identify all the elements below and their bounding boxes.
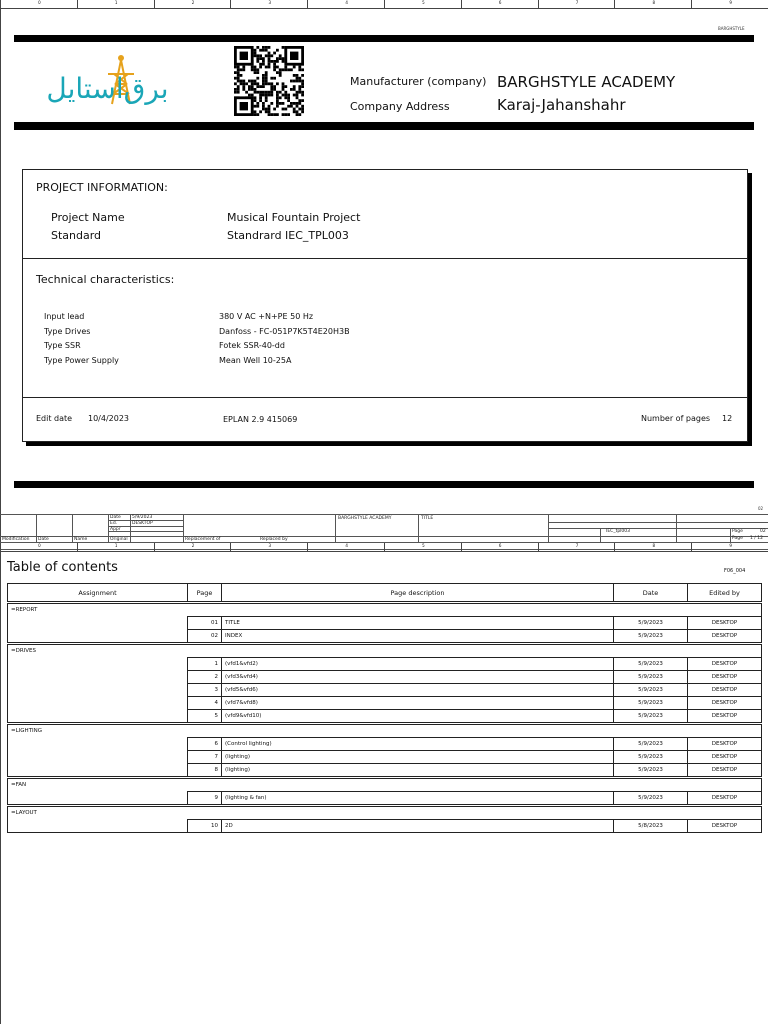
description-cell: (vfd3&vfd4) <box>222 671 614 684</box>
date-cell: 5/9/2023 <box>614 751 688 764</box>
ruler-cell: 5 <box>384 543 462 551</box>
page-cell: 02 <box>188 630 222 643</box>
toc-row[interactable] <box>8 630 762 643</box>
tb-page-count-value: 1 / 12 <box>750 536 763 541</box>
tb-date-value: 5/9/2023 <box>132 515 153 520</box>
page-cell: 01 <box>188 617 222 630</box>
date-cell: 5/9/2023 <box>614 617 688 630</box>
date-cell: 5/9/2023 <box>614 697 688 710</box>
description-cell: (vfd1&vfd2) <box>222 658 614 671</box>
toc-table <box>7 583 762 833</box>
header-top-bar <box>14 35 754 42</box>
description-cell: (vfd9&vfd10) <box>222 710 614 723</box>
eplan-version: EPLAN 2.9 415069 <box>223 415 298 424</box>
toc-row[interactable] <box>8 820 762 833</box>
edited-by-cell: DESKTOP <box>688 684 762 697</box>
description-cell: TITLE <box>222 617 614 630</box>
pages-label: Number of pages <box>641 414 711 423</box>
toc-row[interactable] <box>8 710 762 723</box>
edit-date-value: 10/4/2023 <box>88 414 130 423</box>
ruler-cell: 2 <box>154 543 232 551</box>
project-info-title: PROJECT INFORMATION: <box>36 181 168 194</box>
edited-by-cell: DESKTOP <box>688 697 762 710</box>
pages-value: 12 <box>722 414 733 423</box>
assignment-cell <box>8 630 188 643</box>
left-border <box>0 0 1 1024</box>
tech-value: Danfoss - FC-051P7K5T4E20H3B <box>219 327 350 336</box>
ruler-cell: 2 <box>154 0 232 8</box>
toc-header-row <box>8 584 762 602</box>
assignment-cell <box>8 751 188 764</box>
assignment-cell <box>8 792 188 805</box>
toc-group-row <box>8 645 762 658</box>
page-cell: 9 <box>188 792 222 805</box>
toc-row[interactable] <box>8 697 762 710</box>
toc-group-row <box>8 604 762 617</box>
tech-value: 380 V AC +N+PE 50 Hz <box>219 312 314 321</box>
description-cell: (lighting) <box>222 751 614 764</box>
group-name: =DRIVES <box>8 645 762 658</box>
header-edited-by: Edited by <box>688 584 762 602</box>
ruler-cell: 3 <box>230 0 308 8</box>
date-cell: 5/9/2023 <box>614 738 688 751</box>
project-info-box <box>22 169 748 442</box>
edited-by-cell: DESKTOP <box>688 617 762 630</box>
tb-name-col: Name <box>74 537 88 542</box>
assignment-cell <box>8 764 188 777</box>
ruler-cell: 6 <box>461 543 539 551</box>
ruler-cell: 7 <box>538 0 616 8</box>
description-cell: 2D <box>222 820 614 833</box>
manufacturer-label: Manufacturer (company) <box>350 75 487 88</box>
toc-row[interactable] <box>8 738 762 751</box>
tech-value: Mean Well 10-25A <box>219 356 292 365</box>
tb-title: TITLE <box>421 516 434 521</box>
date-cell: 5/9/2023 <box>614 710 688 723</box>
assignment-cell <box>8 671 188 684</box>
ruler-cell: 4 <box>307 0 385 8</box>
page-bottom-bar <box>14 481 754 488</box>
tech-label: Input lead <box>44 312 85 321</box>
tech-label: Type SSR <box>44 341 81 350</box>
assignment-cell <box>8 738 188 751</box>
edited-by-cell: DESKTOP <box>688 792 762 805</box>
tb-ed-label: Ed. <box>110 521 118 526</box>
ruler-cell: 4 <box>307 543 385 551</box>
toc-row[interactable] <box>8 751 762 764</box>
ruler-cell: 9 <box>691 0 768 8</box>
address-label: Company Address <box>350 100 450 113</box>
tb-page-count-label: Page <box>732 536 743 541</box>
edit-date-label: Edit date <box>36 414 73 423</box>
toc-group-row <box>8 779 762 792</box>
tb-modification: Modification <box>2 537 30 542</box>
toc-group-row <box>8 807 762 820</box>
divider <box>23 397 747 398</box>
toc-row[interactable] <box>8 671 762 684</box>
tb-replaced-by: Replaced by <box>260 537 288 542</box>
page-cell: 6 <box>188 738 222 751</box>
ruler-cell: 6 <box>461 0 539 8</box>
edited-by-cell: DESKTOP <box>688 710 762 723</box>
toc-row[interactable] <box>8 684 762 697</box>
standard-label: Standard <box>51 229 102 242</box>
page-cell: 8 <box>188 764 222 777</box>
standard-value: Standrard IEC_TPL003 <box>227 229 349 242</box>
tb-original: Original <box>110 537 128 542</box>
manufacturer-value: BARGHSTYLE ACADEMY <box>497 73 676 91</box>
group-name: =FAN <box>8 779 762 792</box>
assignment-cell <box>8 710 188 723</box>
assignment-cell <box>8 697 188 710</box>
description-cell: (Control lighting) <box>222 738 614 751</box>
header-date: Date <box>614 584 688 602</box>
toc-group-row <box>8 725 762 738</box>
tb-ed-value: DESKTOP <box>132 521 153 526</box>
toc-row[interactable] <box>8 764 762 777</box>
group-name: =REPORT <box>8 604 762 617</box>
edited-by-cell: DESKTOP <box>688 658 762 671</box>
date-cell: 5/8/2023 <box>614 820 688 833</box>
company-logo <box>20 54 195 112</box>
header-description: Page description <box>222 584 614 602</box>
edited-by-cell: DESKTOP <box>688 820 762 833</box>
description-cell: INDEX <box>222 630 614 643</box>
date-cell: 5/9/2023 <box>614 630 688 643</box>
edited-by-cell: DESKTOP <box>688 671 762 684</box>
description-cell: (lighting) <box>222 764 614 777</box>
assignment-cell <box>8 684 188 697</box>
ruler-cell: 3 <box>230 543 308 551</box>
tb-page-label: Page <box>732 529 743 534</box>
ruler-cell: 1 <box>77 543 155 551</box>
assignment-cell <box>8 617 188 630</box>
ruler-cell: 8 <box>614 0 692 8</box>
bottom-ruler <box>0 543 768 552</box>
tb-page-value: 02 <box>760 529 766 534</box>
logo-text: برق‌استایل <box>46 72 169 105</box>
toc-code: F06_004 <box>724 568 746 574</box>
tb-company: BARGHSTYLE ACADEMY <box>338 516 392 521</box>
date-cell: 5/9/2023 <box>614 764 688 777</box>
page-cell: 3 <box>188 684 222 697</box>
ruler-cell: 1 <box>77 0 155 8</box>
date-cell: 5/9/2023 <box>614 671 688 684</box>
tech-title: Technical characteristics: <box>36 273 175 286</box>
toc-row[interactable] <box>8 617 762 630</box>
date-cell: 5/9/2023 <box>614 792 688 805</box>
page-cell: 5 <box>188 710 222 723</box>
toc-title: Table of contents <box>7 560 118 575</box>
page-cell: 10 <box>188 820 222 833</box>
top-ruler <box>0 0 768 9</box>
project-name-value: Musical Fountain Project <box>227 211 361 224</box>
tb-standard: IEC_tpl003 <box>606 529 631 534</box>
tb-date-label: Date <box>110 515 121 520</box>
edited-by-cell: DESKTOP <box>688 738 762 751</box>
edited-by-cell: DESKTOP <box>688 751 762 764</box>
ruler-cell: 8 <box>614 543 692 551</box>
header-page: Page <box>188 584 222 602</box>
ruler-cell: 0 <box>0 543 78 551</box>
description-cell: (vfd5&vfd6) <box>222 684 614 697</box>
page-cell: 2 <box>188 671 222 684</box>
page-number: 02 <box>758 506 764 511</box>
ruler-cell: 7 <box>538 543 616 551</box>
address-value: Karaj-Jahanshahr <box>497 96 626 114</box>
tb-appr-label: Appr <box>110 527 121 532</box>
header-bottom-bar <box>14 122 754 130</box>
assignment-cell <box>8 658 188 671</box>
tech-label: Type Power Supply <box>44 356 119 365</box>
ruler-cell: 0 <box>0 0 78 8</box>
description-cell: (lighting & fan) <box>222 792 614 805</box>
group-name: =LIGHTING <box>8 725 762 738</box>
page-tag: BARGHSTYLE <box>718 26 745 31</box>
assignment-cell <box>8 820 188 833</box>
divider <box>23 258 747 259</box>
page-cell: 7 <box>188 751 222 764</box>
toc-row[interactable] <box>8 792 762 805</box>
qr-code <box>234 46 304 116</box>
project-name-label: Project Name <box>51 211 125 224</box>
edited-by-cell: DESKTOP <box>688 630 762 643</box>
header-assignment: Assignment <box>8 584 188 602</box>
tb-date-col: Date <box>38 537 49 542</box>
toc-row[interactable] <box>8 658 762 671</box>
description-cell: (vfd7&vfd8) <box>222 697 614 710</box>
date-cell: 5/9/2023 <box>614 658 688 671</box>
page-cell: 4 <box>188 697 222 710</box>
group-name: =LAYOUT <box>8 807 762 820</box>
ruler-cell: 9 <box>691 543 768 551</box>
tb-replacement-of: Replacement of <box>185 537 221 542</box>
date-cell: 5/9/2023 <box>614 684 688 697</box>
edited-by-cell: DESKTOP <box>688 764 762 777</box>
tech-value: Fotek SSR-40-dd <box>219 341 285 350</box>
tech-label: Type Drives <box>44 327 91 336</box>
ruler-cell: 5 <box>384 0 462 8</box>
page-cell: 1 <box>188 658 222 671</box>
